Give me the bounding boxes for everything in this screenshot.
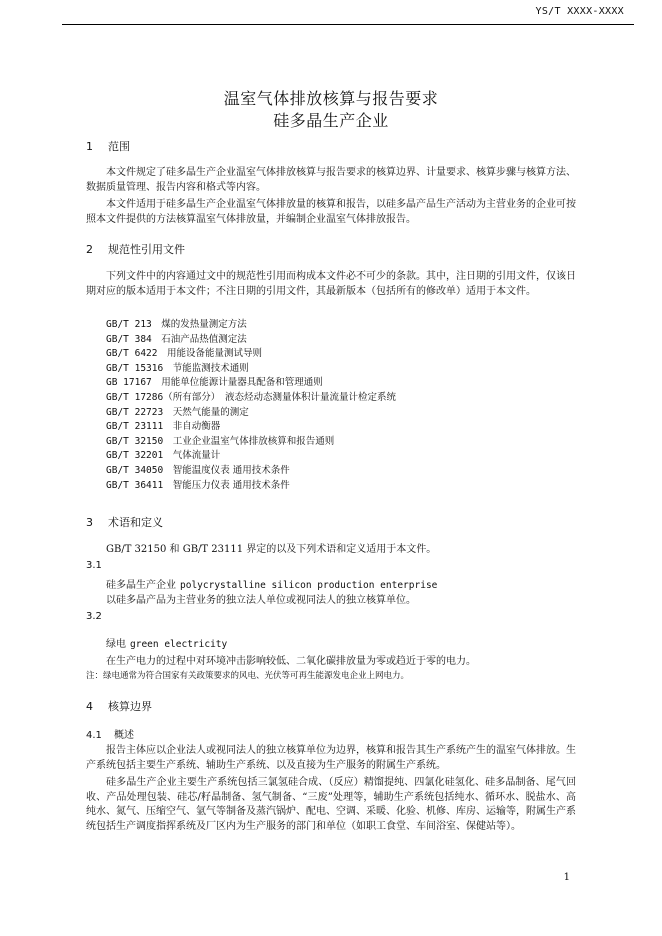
section-4-1-paragraph-1: 报告主体应以企业法人或视同法人的独立核算单位为边界，核算和报告其生产系统产生的温室气体排放。生产系统包括主要生产系统、辅助生产系统、以及直接为生产服务的附属生产系统。: [86, 745, 576, 771]
reference-code: GB/T 15316: [106, 362, 164, 374]
reference-code: GB/T 17286（所有部分）: [106, 391, 216, 403]
term-en: green electricity: [130, 639, 228, 650]
reference-item: [106, 347, 396, 362]
reference-title: 用能设备能量测试导则: [167, 348, 263, 360]
term-3-2-number: 3.2: [86, 611, 102, 622]
document-subtitle: 硅多晶生产企业: [273, 111, 389, 130]
section-1-heading: [86, 138, 130, 154]
term-zh: 绿电: [106, 639, 126, 650]
reference-code: GB/T 22723: [106, 406, 164, 418]
reference-item: [106, 318, 396, 333]
reference-code: GB/T 213: [106, 319, 152, 330]
document-title: 温室气体排放核算与报告要求: [223, 89, 439, 108]
reference-title: 气体流量计: [172, 450, 221, 462]
term-3-2-heading: [106, 635, 227, 650]
section-3-intro: GB/T 32150 和 GB/T 23111 界定的以及下列术语和定义适用于本文件。: [106, 544, 437, 555]
term-3-2-definition: 在生产电力的过程中对环境冲击影响较低、二氧化碳排放量为零或趋近于零的电力。: [106, 656, 476, 667]
reference-title: 智能压力仪表 通用技术条件: [172, 479, 290, 491]
reference-item: [106, 333, 396, 348]
term-en: polycrystalline silicon production enterprise: [180, 580, 438, 591]
reference-code: GB/T 32150: [106, 435, 164, 447]
term-3-1-definition: 以硅多晶产品为主营业务的独立法人单位或视同法人的独立核算单位。: [106, 595, 416, 606]
reference-title: 非自动衡器: [172, 421, 221, 433]
reference-code: GB/T 384: [106, 333, 152, 345]
reference-item: [106, 464, 396, 479]
reference-code: GB 17167: [106, 377, 152, 389]
section-title: 核算边界: [108, 700, 152, 713]
section-1-paragraph-2: 本文件适用于硅多晶生产企业温室气体排放量的核算和报告，以硅多晶产品生产活动为主营业务的企业可按照本文件提供的方法核算温室气体排放量，并编制企业温室气体排放报告。: [86, 199, 576, 225]
section-number: 2: [86, 243, 93, 256]
subsection-4-1-heading: [86, 726, 134, 741]
section-2-heading: [86, 241, 185, 257]
section-title: 范围: [108, 140, 130, 153]
reference-title: 石油产品热值测定法: [161, 333, 247, 345]
section-number: 1: [86, 140, 93, 153]
reference-title: 煤的发热量测定方法: [161, 319, 247, 330]
reference-title: 液态烃动态测量体积计量流量计检定系统: [224, 391, 396, 403]
reference-item: [106, 435, 396, 450]
section-1-paragraph-1: 本文件规定了硅多晶生产企业温室气体排放核算与报告要求的核算边界、计量要求、核算步骤与核算方法、数据质量管理、报告内容和格式等内容。: [86, 167, 576, 193]
reference-code: GB/T 36411: [106, 479, 164, 491]
reference-title: 智能温度仪表 通用技术条件: [172, 464, 290, 476]
reference-title: 用能单位能源计量器具配备和管理通则: [161, 377, 323, 389]
header-rule: [62, 24, 634, 25]
reference-code: GB/T 32201: [106, 450, 164, 462]
reference-item: [106, 391, 396, 406]
term-3-1-heading: [106, 576, 437, 591]
page-number: 1: [563, 872, 570, 883]
reference-item: [106, 479, 396, 494]
reference-item: [106, 376, 396, 391]
standard-code: YS/T XXXX-XXXX: [535, 6, 624, 17]
reference-title: 工业企业温室气体排放核算和报告通则: [172, 435, 335, 447]
section-3-heading: [86, 514, 163, 530]
reference-item: [106, 449, 396, 464]
section-number: 3: [86, 516, 93, 529]
section-4-1-paragraph-2: 硅多晶生产企业主要生产系统包括三氯氢硅合成、（反应）精馏提纯、四氯化硅氢化、硅多晶制备、尾气回收、产品处理包装、硅芯/籽晶制备、氢气制备、“三废”处理等，辅助生产系统包括纯水、循环水、脱盐水、高纯水、氮气、压缩空气、氩气等制备及蒸汽锅炉、配电、空调、采暖、化验、机修、库房、运输等，附属生产系统包括生产调度指挥系统及厂区内为生产服务的部门和单位（如职工食堂、车间浴室、保健站等）。: [86, 777, 576, 832]
section-title: 规范性引用文件: [108, 243, 185, 256]
section-4-heading: [86, 698, 152, 714]
section-2-intro: 下列文件中的内容通过文中的规范性引用而构成本文件必不可少的条款。其中，注日期的引用文件，仅该日期对应的版本适用于本文件；不注日期的引用文件，其最新版本（包括所有的修改单）适用于本文件。: [86, 271, 576, 297]
normative-reference-list: [106, 318, 396, 493]
term-3-2-note: 注：绿电通常为符合国家有关政策要求的风电、光伏等可再生能源发电企业上网电力。: [86, 671, 410, 681]
reference-item: [106, 406, 396, 421]
term-3-1-number: 3.1: [86, 560, 102, 571]
reference-title: 天然气能量的测定: [172, 406, 249, 418]
reference-code: GB/T 6422: [106, 348, 158, 360]
reference-item: [106, 420, 396, 435]
term-zh: 硅多晶生产企业: [106, 580, 176, 591]
reference-code: GB/T 34050: [106, 464, 164, 476]
reference-item: [106, 362, 396, 377]
reference-code: GB/T 23111: [106, 421, 164, 433]
reference-title: 节能监测技术通则: [172, 362, 249, 374]
subsection-title: 概述: [114, 730, 134, 741]
section-number: 4: [86, 700, 93, 713]
section-title: 术语和定义: [108, 516, 163, 529]
subsection-number: 4.1: [86, 730, 102, 741]
